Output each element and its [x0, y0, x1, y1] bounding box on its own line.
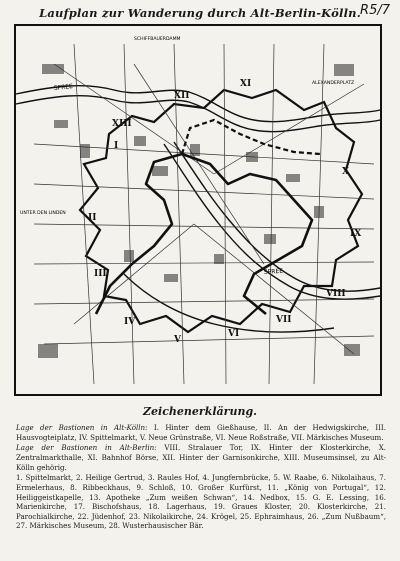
label-spree-nw: SPREE — [53, 83, 74, 92]
bastion-I: I — [114, 141, 119, 151]
bastion-XI: XI — [240, 79, 252, 89]
bastion-VIII: VIII — [326, 289, 346, 299]
label-schiffbauerdamm: SCHIFFBAUERDAMM — [134, 37, 181, 42]
bastion-IV: IV — [124, 317, 136, 327]
label-unter-den-linden: UNTER DEN LINDEN — [20, 211, 66, 216]
bastion-IX: IX — [350, 229, 362, 239]
legend-heading: Zeichenerklärung. — [143, 405, 257, 418]
route-map — [14, 24, 382, 396]
archive-mark: R5/7 — [360, 3, 390, 18]
bastion-II: II — [88, 213, 97, 223]
legend-text — [16, 423, 386, 532]
legend-koelln — [16, 423, 386, 442]
bastion-III: III — [94, 269, 107, 279]
bastion-V: V — [174, 335, 181, 345]
legend-berlin-list: VIII. Stralauer Tor, IX. Hinter der Klosterkirche, X. Zentralmarkthalle, XI. Bahnhof Börse, XII. Hinter der Garnisonkirche, XIII. Museumsinsel, zu Alt-Kölln gehörig. — [16, 443, 386, 472]
legend-berlin — [16, 443, 386, 472]
map-title: Laufplan zur Wanderung durch Alt-Berlin-Kölln. — [39, 6, 361, 20]
bastion-XII: XII — [174, 91, 190, 101]
legend-koelln-list: I. Hinter dem Gießhause, II. An der Hedwigskirche, III. Hausvogteiplatz, IV. Spittelmarkt, V. Neue Grünstraße, VI. Neue Roßstraße, VII. Märkisches Museum. — [16, 423, 386, 442]
bastion-X: X — [342, 167, 349, 177]
bastion-VI: VI — [228, 329, 240, 339]
legend-places: 1. Spittelmarkt, 2. Heilige Gertrud, 3. Raules Hof, 4. Jungfernbrücke, 5. W. Raabe, 6. Nikolaihaus, 7. Ermelerhaus, 8. Ribbeckhaus, 9. Schloß, 10. Großer Kurfürst, 11. „König von Portugal“, 12. Heiliggeistkapelle, 13. Apotheke „Zum weißen Schwan“, 14. Nedbox, 15. G. E. Lessing, 16. Marienkirche, 17. Bischofshaus, 18. Lagerhaus, 19. Graues Kloster, 20. Klosterkirche, 21. Parochialkirche, 22. Jüdenhof, 23. Nikolaikirche, 24. Krögel, 25. Ephraimhaus, 26. „Zum Nußbaum“, 27. Märkisches Museum, 28. Wusterhausischer Bär. — [16, 473, 386, 531]
label-alexanderplatz: ALEXANDERPLATZ — [312, 81, 355, 86]
legend-berlin-intro: Lage der Bastionen in Alt-Berlin: — [16, 443, 157, 453]
bastion-XIII: XIII — [112, 119, 132, 129]
bastion-VII: VII — [276, 315, 292, 325]
legend-koelln-intro: Lage der Bastionen in Alt-Kölln: — [16, 423, 148, 432]
label-spree-se: SPREE — [263, 267, 284, 276]
